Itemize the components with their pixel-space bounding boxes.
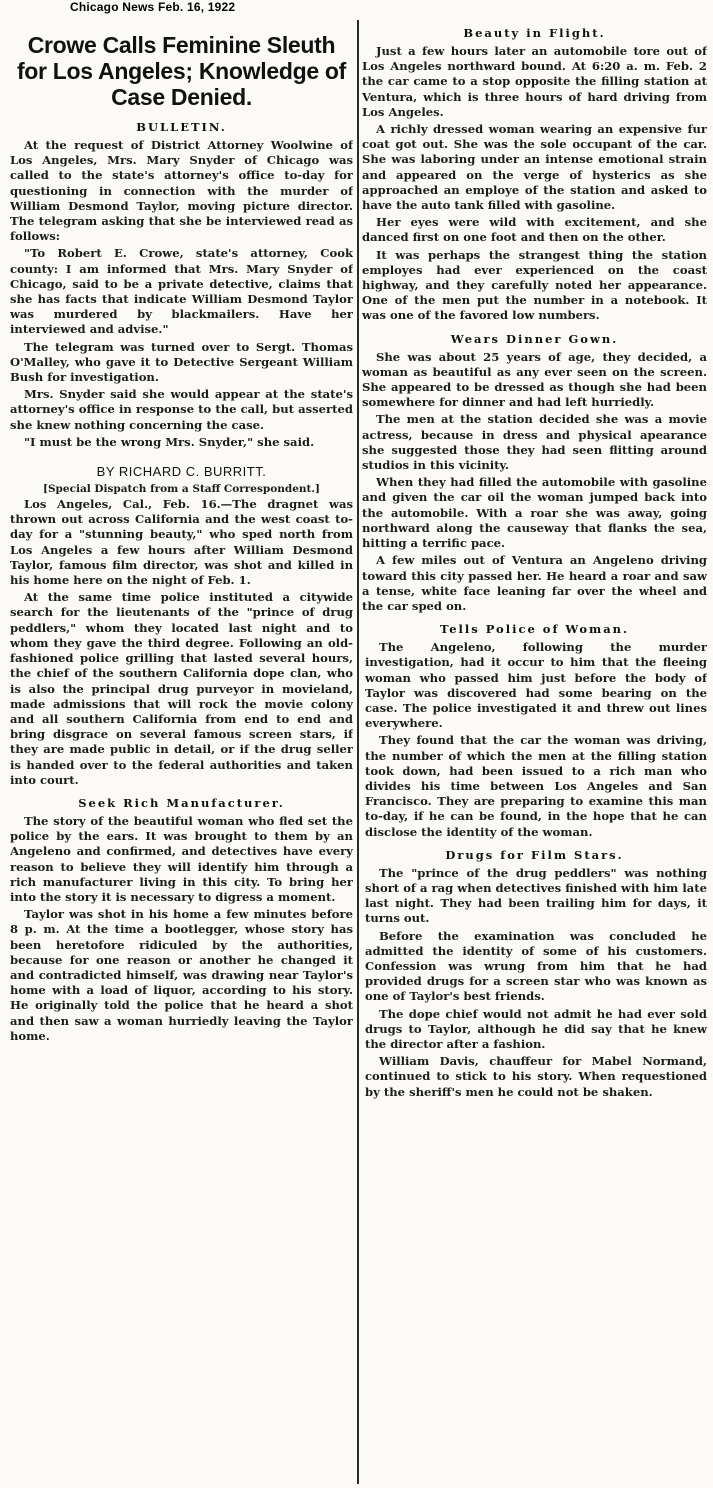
source-line: Chicago News Feb. 16, 1922 (70, 0, 236, 14)
section-paragraph: A richly dressed woman wearing an expensive fur coat got out. She was the sole occupant of the car. She was laboring under an intense emotional strain and appeared on the verge of hysterics as she approached an employe of the station and asked to have the auto tank filled with gasoline. (362, 122, 707, 213)
section-drugs-for-film-stars (362, 848, 707, 1100)
section-paragraph: Her eyes were wild with excitement, and she danced first on one foot and then on the other. (362, 215, 707, 245)
right-column (362, 18, 707, 1484)
section-beauty-in-flight (362, 26, 707, 324)
section-paragraph: The story of the beautiful woman who fled set the police by the ears. It was brought to them by an Angeleno and confirmed, and detectives have every reason to believe they will identify him through a rich manufacturer living in this city. To bring her into the story it is necessary to digress a moment. (10, 813, 353, 904)
section-heading: Wears Dinner Gown. (450, 331, 619, 346)
section-paragraph: It was perhaps the strangest thing the station employes had ever experienced on the coast highway, and they carefully noted her appearance. One of the men put the number in a notebook. It was one of the favored low numbers. (362, 247, 707, 323)
bulletin-paragraph: Mrs. Snyder said she would appear at the state's attorney's office in response to the call, but asserted she knew nothing concerning the case. (10, 387, 353, 432)
section-wears-dinner-gown (362, 332, 707, 614)
section-paragraph: Just a few hours later an automobile tore out of Los Angeles northward bound. At 6:20 a. m. Feb. 2 the car came to a stop opposite the filling station at Ventura, which is three hours of hard driving from Los Angeles. (362, 44, 707, 119)
section-tells-police (362, 622, 707, 840)
police-section-body (362, 640, 707, 840)
section-heading: Seek Rich Manufacturer. (78, 795, 285, 810)
left-column (10, 18, 353, 1484)
section-paragraph: William Davis, chauffeur for Mabel Normand, continued to stick to his story. When requestioned by the sheriff's men he could not be shaken. (365, 1054, 707, 1099)
section-heading: Drugs for Film Stars. (445, 847, 624, 862)
section-paragraph: A few miles out of Ventura an Angeleno driving toward this city passed her. He heard a roar and saw a tense, white face leaning far over the wheel and the car sped on. (362, 553, 707, 613)
bulletin-paragraph: The telegram was turned over to Sergt. Thomas O'Malley, who gave it to Detective Sergeant William Bush for investigation. (10, 339, 353, 385)
story-paragraph: Los Angeles, Cal., Feb. 16.—The dragnet was thrown out across California and the west coast to-day for a "stunning beauty," who sped north from Los Angeles a few hours after William Desmond Taylor, famous film director, was shot and killed in his home here on the night of Feb. 1. (10, 497, 353, 588)
section-paragraph: The dope chief would not admit he had ever sold drugs to Taylor, although he did say that he knew the director after a fashion. (365, 1006, 707, 1051)
section-paragraph: The "prince of the drug peddlers" was nothing short of a rag when detectives finished with him late last night. They had been trailing him for days, it turns out. (365, 865, 707, 926)
bulletin-paragraph: "I must be the wrong Mrs. Snyder," she said. (24, 434, 315, 449)
main-story (10, 497, 353, 788)
bulletin-paragraph: At the request of District Attorney Woolwine of Los Angeles, Mrs. Mary Snyder of Chicago was called to the state's attorney's office to-day for questioning in connection with the murder of William Desmond Taylor, moving picture director. The telegram asking that she be interviewed read as follows: (10, 138, 353, 244)
story-paragraph: At the same time police instituted a citywide search for the lieutenants of the "prince of drug peddlers," whom they located last night and to whom they gave the third degree. Following an old-fashioned police grilling that lasted several hours, the chief of the southern California dope clan, who is also the principal drug purveyor in movieland, made admissions that will rock the movie colony and all southern California from end to end and bring disgrace on several famous screen stars, if they are made public in detail, or if the drug seller is handed over to the federal authorities and taken into court. (10, 590, 353, 787)
headline: Crowe Calls Feminine Sleuth for Los Angeles; Knowledge of Case Denied. (16, 32, 347, 110)
section-paragraph: Before the examination was concluded he admitted the identity of some of his customers. Confession was wrung from him that he had provided drugs for a screen star who was known as one of Taylor's best friends. (365, 928, 707, 1004)
section-paragraph: They found that the car the woman was driving, the number of which the men at the filling station took down, had been issued to a rich man who divides his time between Los Angeles and San Francisco. They are preparing to examine this man to-day, if he can be found, in the hope that he can disclose the identity of the woman. (365, 733, 707, 839)
bulletin-section (10, 120, 353, 450)
drugs-section-body (362, 866, 707, 1100)
byline: BY RICHARD C. BURRITT. (96, 464, 267, 480)
section-paragraph: Taylor was shot in his home a few minutes before 8 p. m. At the time a bootlegger, whose story has been heretofore ridiculed by the authorities, because for one reason or another he changed it and contradicted himself, was drawing near Taylor's home with a load of liquor, according to his story. He originally told the police that he heard a shot and then saw a woman hurriedly leaving the Taylor home. (10, 907, 353, 1043)
dispatch-note: [Special Dispatch from a Staff Correspondent.] (43, 483, 320, 496)
section-seek-manufacturer (10, 796, 353, 1044)
column-divider (357, 20, 359, 1484)
bulletin-heading: BULLETIN. (136, 120, 227, 134)
section-paragraph: The men at the station decided she was a movie actress, because in dress and physical apearance she suggested those they had seen flitting around studios in this vicinity. (362, 412, 707, 473)
section-paragraph: When they had filled the automobile with gasoline and given the car oil the woman jumped back into the automobile. With a roar she was away, going northward along the causeway that flanks the sea, hitting a terrific pace. (362, 475, 707, 551)
section-heading: Tells Police of Woman. (439, 622, 630, 637)
section-heading: Beauty in Flight. (463, 26, 606, 40)
bulletin-paragraph: "To Robert E. Crowe, state's attorney, Cook county: I am informed that Mrs. Mary Snyder of Chicago, said to be a private detective, claims that she has facts that indicate William Desmond Taylor was murdered by blackmailers. Have her interviewed and advise." (10, 246, 353, 337)
section-paragraph: She was about 25 years of age, they decided, a woman as beautiful as any ever seen on the screen. She appeared to be dressed as though she had been somewhere for dinner and had left hurriedly. (362, 349, 707, 410)
section-paragraph: The Angeleno, following the murder investigation, had it occur to him that the fleeing woman who passed him just before the body of Taylor was discovered had some bearing on the case. The police investigated it and threw out lines everywhere. (365, 640, 707, 731)
